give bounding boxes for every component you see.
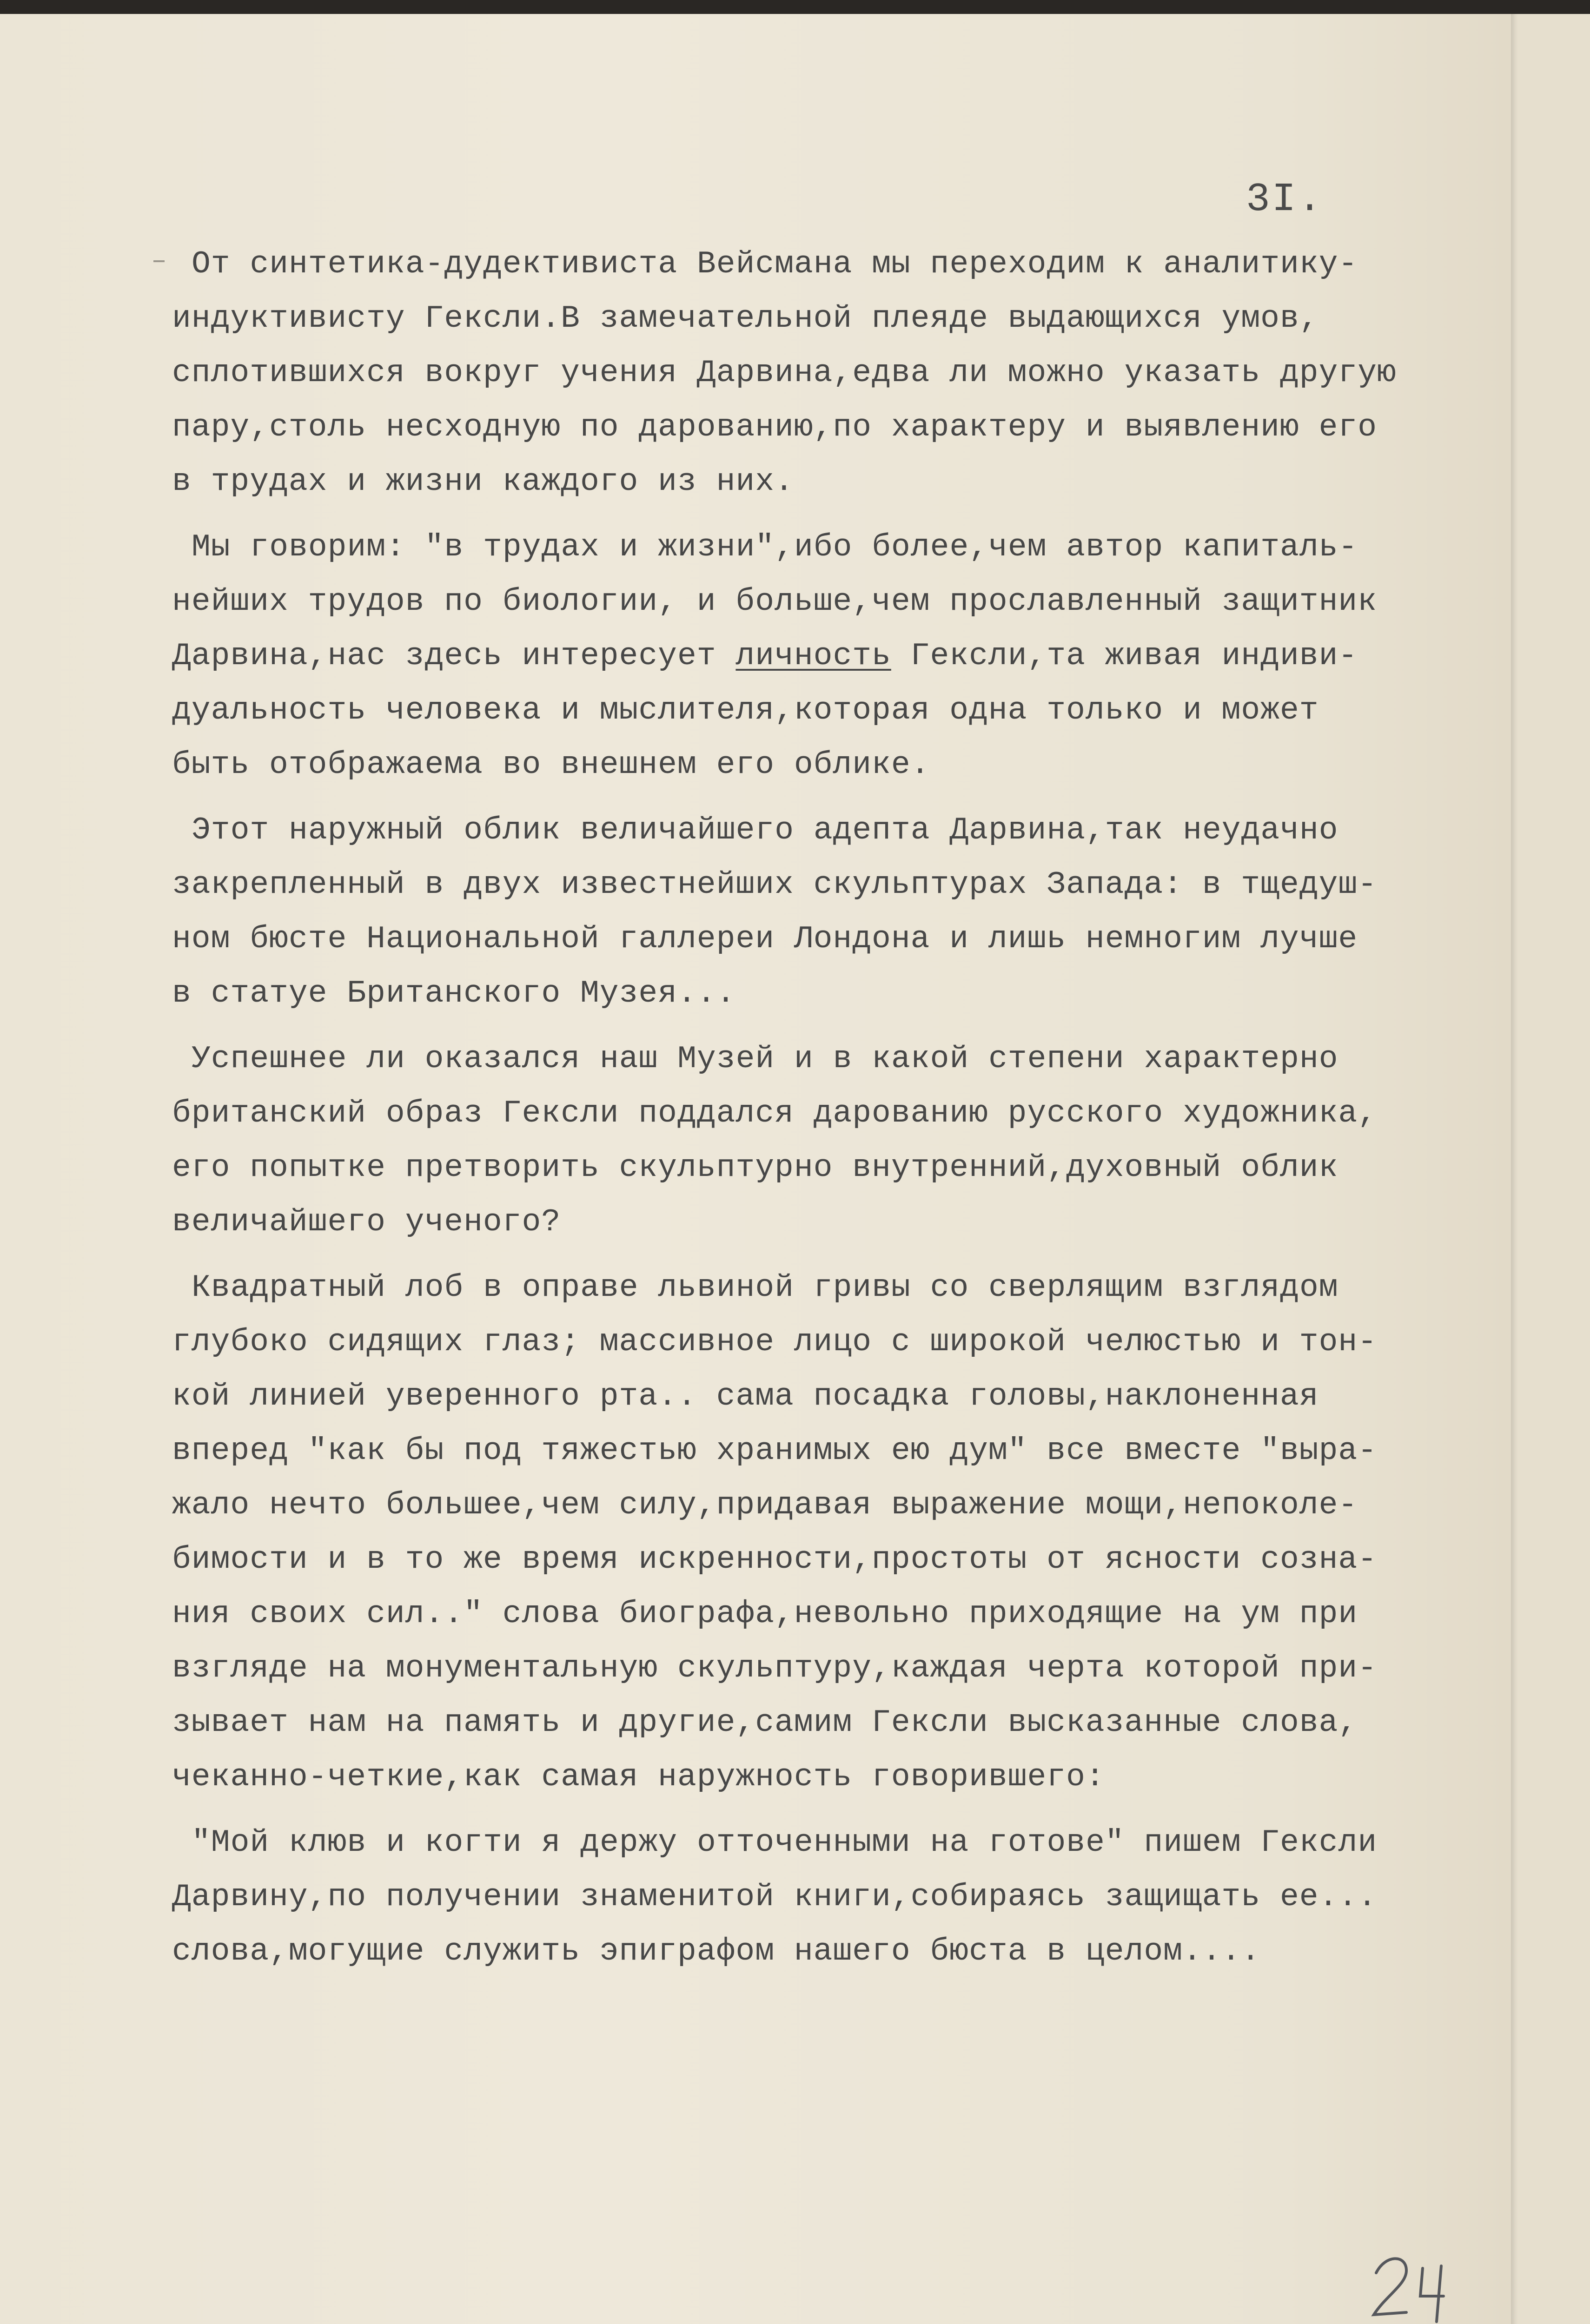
text-line: чеканно-четкие,как самая наружность говорившего: [172,1759,1105,1795]
text-line [172,629,1483,683]
text-line: в трудах и жизни каждого из них. [172,464,794,500]
text-fragment: Гексли,та живая индиви- [891,638,1358,674]
text-line: Дарвину,по получении знаменитой книги,собираясь защищать ее... [172,1879,1378,1915]
text-line: Квадратный лоб в оправе львиной гривы со сверлящим взглядом [192,1270,1338,1306]
scan-border [0,0,1590,14]
text-line: ном бюсте Национальной галлереи Лондона и лишь немногим лучше [172,921,1358,957]
text-line: "Мой клюв и когти я держу отточенными на готове" пишем Гексли [192,1825,1378,1861]
text-line: величайшего ученого? [172,1204,561,1240]
text-line: От синтетика-дудективиста Вейсмана мы переходим к аналитику- [192,246,1358,282]
text-line: дуальность человека и мыслителя,которая одна только и может [172,693,1319,728]
margin-mark [153,260,165,262]
text-line: Успешнее ли оказался наш Музей и в какой степени характерно [192,1041,1338,1077]
text-line: вперед "как бы под тяжестью хранимых ею дум" все вместе "выра- [172,1433,1378,1469]
text-line: Этот наружный облик величайшего адепта Дарвина,так неудачно [192,812,1338,848]
text-line: британский образ Гексли поддался дарованию русского художника, [172,1096,1378,1131]
page-number: 3I. [1246,177,1324,222]
text-line: бимости и в то же время искренности,простоты от ясности созна- [172,1542,1378,1578]
text-line: зывает нам на память и другие,самим Гексли высказанные слова, [172,1705,1358,1741]
text-line: жало нечто большее,чем силу,придавая выражение мощи,непоколе- [172,1487,1358,1523]
text-line: индуктивисту Гексли.В замечательной плеяде выдающихся умов, [172,301,1319,337]
text-line: ния своих сил.." слова биографа,невольно приходящие на ум при [172,1596,1358,1632]
text-line: сплотившихся вокруг учения Дарвина,едва ли можно указать другую [172,355,1397,391]
text-fragment: Дарвина,нас здесь интересует [172,638,736,674]
text-line: его попытке претворить скульптурно внутренний,духовный облик [172,1150,1338,1186]
text-line: нейших трудов по биологии, и больше,чем прославленный защитник [172,584,1378,620]
text-line: Мы говорим: "в трудах и жизни",ибо более,чем автор капиталь- [192,529,1358,565]
text-line: взгляде на монументальную скульптуру,каждая черта которой при- [172,1651,1378,1686]
text-line: слова,могущие служить эпиграфом нашего бюста в целом.... [172,1934,1261,1969]
text-line: быть отображаема во внешнем его облике. [172,747,930,783]
text-line: кой линией уверенного рта.. сама посадка головы,наклоненная [172,1379,1319,1414]
text-line: пару,столь несходную по дарованию,по характеру и выявлению его [172,409,1378,445]
handwritten-folio-number [1362,2245,1483,2324]
body-text [172,237,1483,1979]
text-line: в статуе Британского Музея... [172,976,736,1011]
underlined-word: личность [735,638,891,674]
text-line: закрепленный в двух известнейших скульптурах Запада: в тщедуш- [172,867,1378,903]
text-line: глубоко сидящих глаз; массивное лицо с широкой челюстью и тон- [172,1324,1378,1360]
